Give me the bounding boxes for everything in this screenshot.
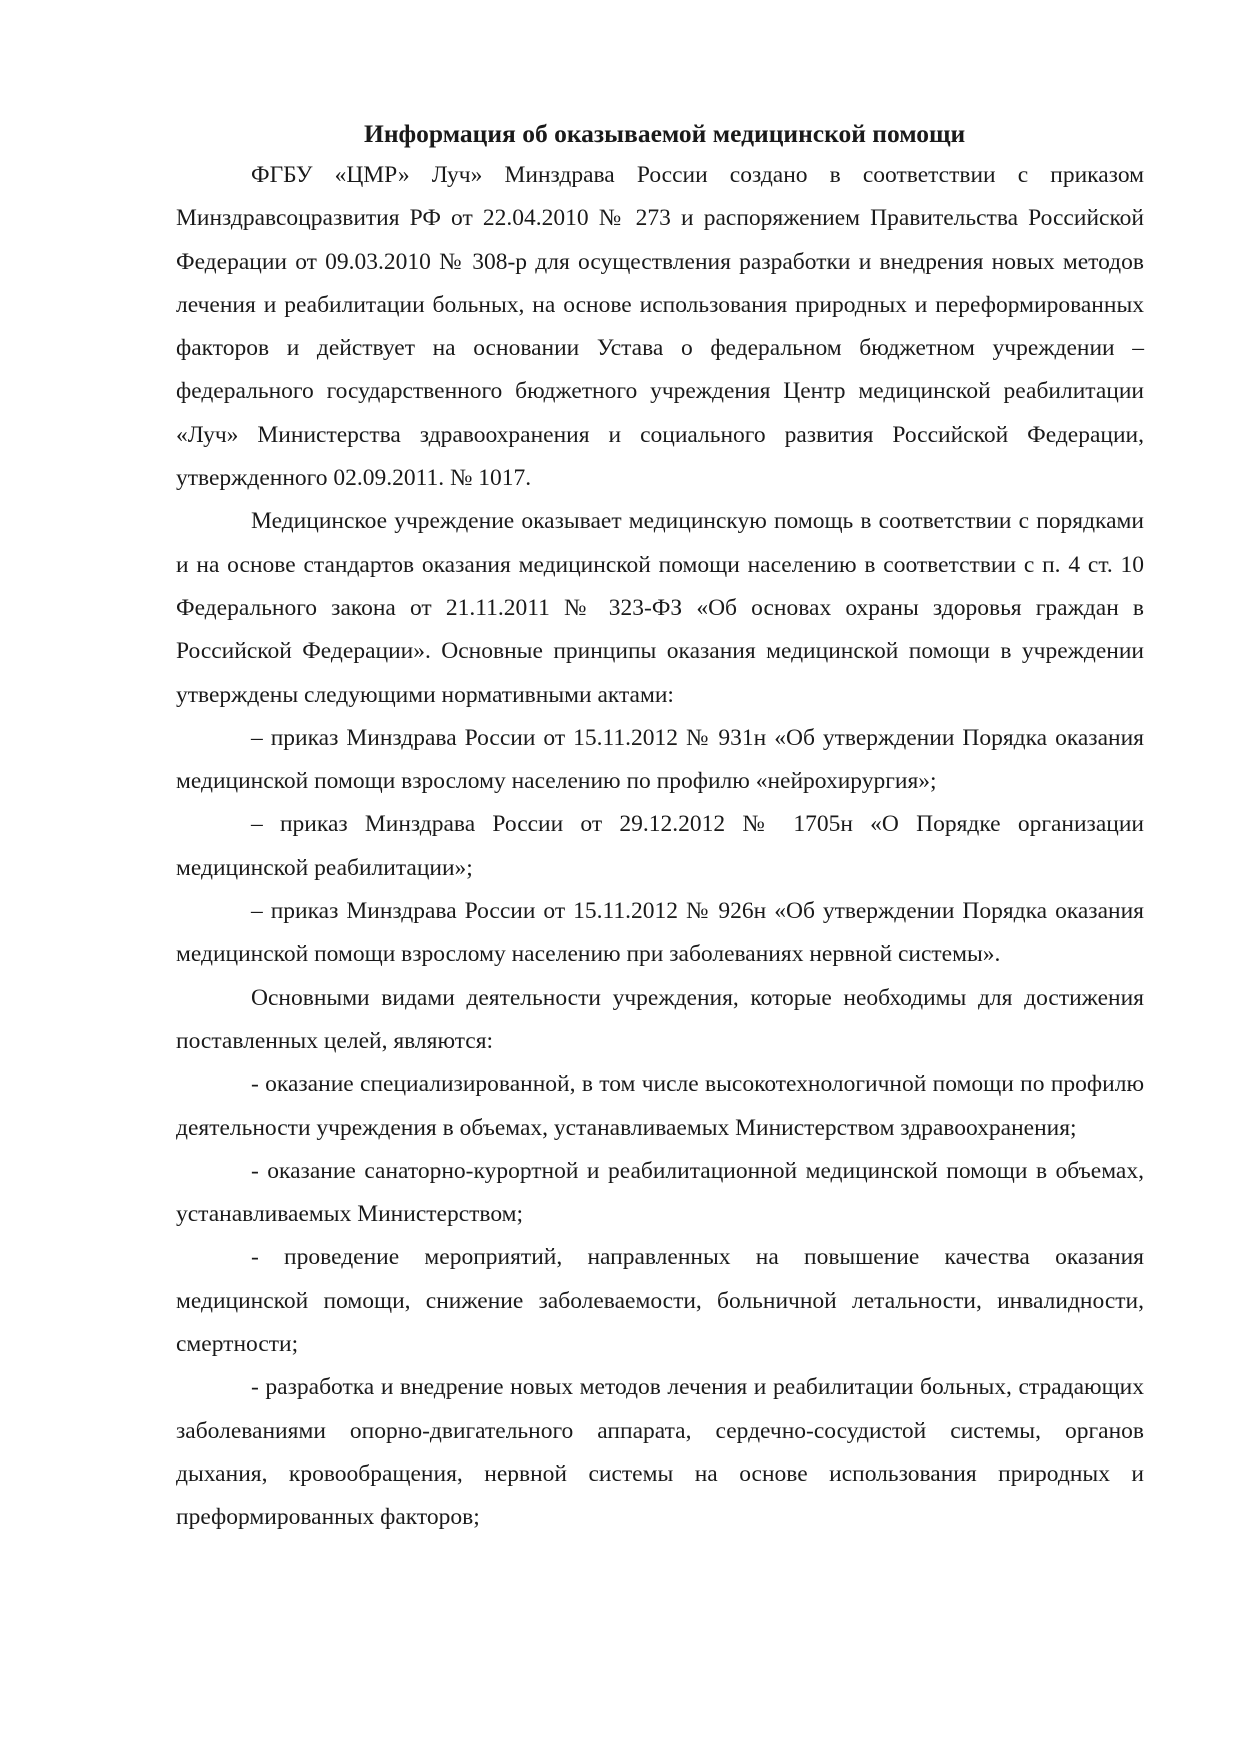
- list-item-sanatorium-care: - оказание санаторно-курортной и реабилитационной медицинской помощи в объемах, устанавливаемых Министерством;: [176, 1157, 1144, 1228]
- document-title: Информация об оказываемой медицинской помощи: [364, 119, 966, 148]
- list-item-order-1705n: – приказ Минздрава России от 29.12.2012 № 1705н «О Порядке организации медицинской реабилитации»;: [176, 811, 1144, 881]
- list-item-new-methods: - разработка и внедрение новых методов лечения и реабилитации больных, страдающих заболеваниями опорно-двигательного аппарата, сердечно-сосудистой системы, органов дыхания, кровообращения, нервной системы на основе использования природных и преформированных факторов;: [176, 1374, 1144, 1531]
- list-item-order-931n: – приказ Минздрава России от 15.11.2012 № 931н «Об утверждении Порядка оказания медицинской помощи взрослому населению по профилю «нейрохирургия»;: [176, 724, 1144, 795]
- document-page: [176, 118, 1144, 1540]
- paragraph-activities-intro: Основными видами деятельности учреждения, которые необходимы для достижения поставленных целей, являются:: [176, 984, 1144, 1054]
- list-item-quality-measures: - проведение мероприятий, направленных на повышение качества оказания медицинской помощи, снижение заболеваемости, больничной летальности, инвалидности, смертности;: [176, 1244, 1144, 1358]
- paragraph-medical-care: Медицинское учреждение оказывает медицинскую помощь в соответствии с порядками и на основе стандартов оказания медицинской помощи населению в соответствии с п. 4 ст. 10 Федерального закона от 21.11.2011 № 323-ФЗ «Об основах охраны здоровья граждан в Российской Федерации». Основные принципы оказания медицинской помощи в учреждении утверждены следующими нормативными актами:: [176, 508, 1144, 708]
- list-item-order-926n: – приказ Минздрава России от 15.11.2012 № 926н «Об утверждении Порядка оказания медицинской помощи взрослому населению при заболеваниях нервной системы».: [176, 898, 1144, 968]
- paragraph-founding: ФГБУ «ЦМР» Луч» Минздрава России создано в соответствии с приказом Минздравсоцразвития РФ от 22.04.2010 № 273 и распоряжением Правительства Российской Федерации от 09.03.2010 № 308-р для осуществления разработки и внедрения новых методов лечения и реабилитации больных, на основе использования природных и переформированных факторов и действует на основании Устава о федеральном бюджетном учреждении – федерального государственного бюджетного учреждения Центр медицинской реабилитации «Луч» Министерства здравоохранения и социального развития Российской Федерации, утвержденного 02.09.2011. № 1017.: [176, 162, 1144, 492]
- list-item-specialized-care: - оказание специализированной, в том числе высокотехнологичной помощи по профилю деятельности учреждения в объемах, устанавливаемых Министерством здравоохранения;: [176, 1071, 1144, 1141]
